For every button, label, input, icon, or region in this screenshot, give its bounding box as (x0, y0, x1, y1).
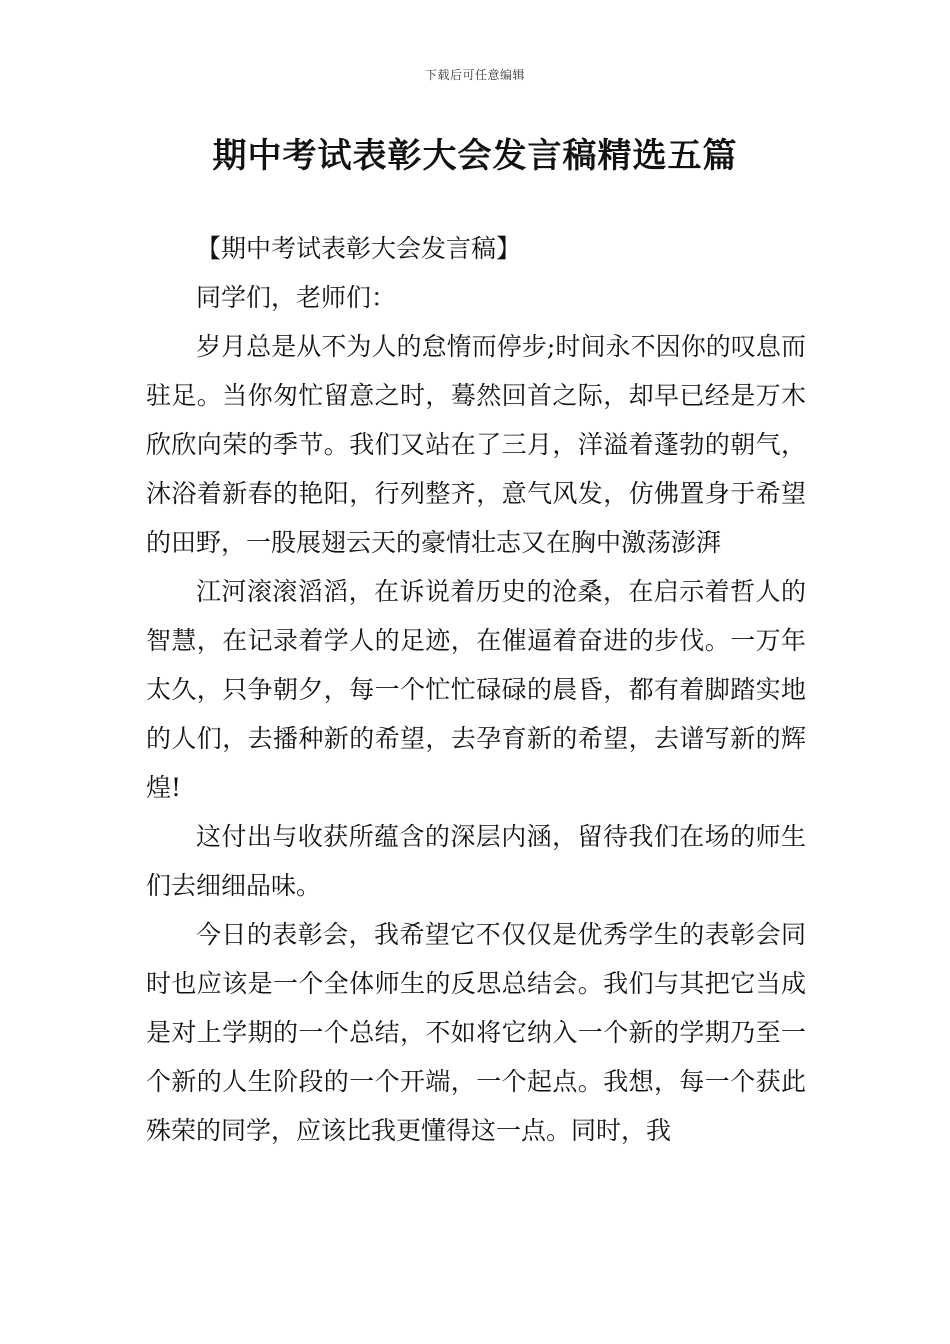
paragraph: 江河滚滚滔滔，在诉说着历史的沧桑，在启示着哲人的智慧，在记录着学人的足迹，在催逼着奋进的步伐。一万年太久，只争朝夕，每一个忙忙碌碌的晨昏，都有着脚踏实地的人们，去播种新的希望，去孕育新的希望，去谱写新的辉煌! (146, 577, 806, 802)
header-note: 下载后可任意编辑 (424, 68, 525, 82)
document-body (146, 224, 806, 1155)
paragraph: 这付出与收获所蕴含的深层内涵，留待我们在场的师生们去细细品味。 (146, 822, 806, 900)
greeting: 同学们，老师们： (196, 283, 397, 312)
paragraph: 岁月总是从不为人的怠惰而停步;时间永不因你的叹息而驻足。当你匆忙留意之时，蓦然回首之际，却早已经是万木欣欣向荣的季节。我们又站在了三月，洋溢着蓬勃的朝气，沐浴着新春的艳阳，行列整齐，意气风发，仿佛置身于希望的田野，一股展翅云天的豪情壮志又在胸中激荡澎湃 (146, 332, 806, 557)
paragraph: 今日的表彰会，我希望它不仅仅是优秀学生的表彰会同时也应该是一个全体师生的反思总结会。我们与其把它当成是对上学期的一个总结，不如将它纳入一个新的学期乃至一个新的人生阶段的一个开端，一个起点。我想，每一个获此殊荣的同学，应该比我更懂得这一点。同时，我 (146, 920, 806, 1145)
section-heading: 【期中考试表彰大会发言稿】 (196, 234, 522, 263)
document-title: 期中考试表彰大会发言稿精选五篇 (212, 136, 738, 176)
